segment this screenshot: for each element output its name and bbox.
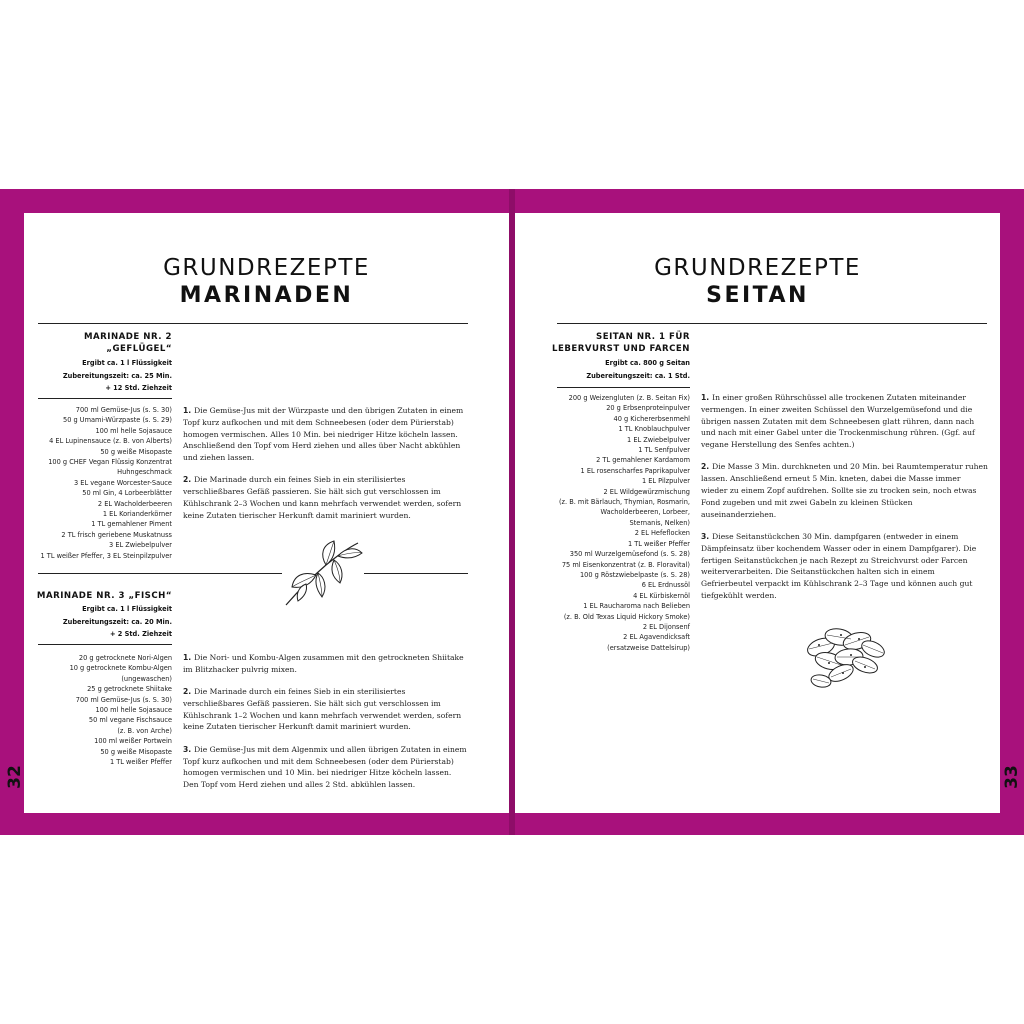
step-text: Die Marinade durch ein feines Sieb in ein sterilisiertes verschließbares Gefäß passieren. Sie hält sich gut verschlossen im Kühlschrank 2–3 Wochen und kann mehrfach verwendet werden, sofern keine Zutaten tierischer Herkunft damit mariniert wurden. (183, 475, 462, 520)
ingredient-item: 100 g CHEF Vegan Flüssig Konzentrat (48, 458, 172, 467)
step-number: 2. (701, 462, 710, 472)
divider-line (38, 323, 468, 324)
ingredient-item: 2 EL Agavendicksaft (623, 633, 690, 642)
ingredient-item: 700 ml Gemüse-Jus (s. S. 30) (75, 406, 172, 414)
divider-line (38, 398, 172, 399)
resting-time-text: + 2 Std. Ziehzeit (109, 630, 172, 638)
ingredient-item: (z. B. mit Bärlauch, Thymian, Rosmarin, (558, 498, 690, 507)
ingredient-item: 50 ml Gin, 4 Lorbeerblätter (82, 489, 172, 498)
divider-line (38, 644, 172, 645)
recipe-title-line: SEITAN NR. 1 FÜR (596, 332, 690, 342)
recipe-title-line: MARINADE NR. 3 „FISCH“ (36, 591, 172, 601)
recipe-meta-marinade-2 (24, 357, 172, 395)
right-page (515, 213, 1000, 813)
ingredient-item: 2 EL Hefeflocken (634, 529, 690, 538)
ingredient-item: 4 EL Kürbiskernöl (633, 591, 690, 600)
recipe-title-line: LEBERVURST UND FARCEN (552, 344, 690, 354)
instruction-step (183, 744, 469, 791)
resting-time-text: + 12 Std. Ziehzeit (105, 384, 172, 392)
ingredient-item: 75 ml Eisenkonzentrat (z. B. Floravital) (561, 560, 690, 569)
page-number-right: 33 (1001, 765, 1022, 789)
ingredient-item: (ersatzweise Dattelsirup) (607, 643, 690, 652)
ingredient-item: 2 EL Wildgewürzmischung (603, 487, 690, 496)
ingredient-item: 3 EL vegane Worcester-Sauce (74, 478, 172, 487)
ingredient-item: 20 g getrocknete Nori-Algen (78, 654, 172, 662)
recipe-title-marinade-2 (24, 331, 172, 355)
ingredient-item: Sternanis, Nelken) (629, 518, 690, 527)
instruction-step (183, 405, 469, 464)
ingredient-item: 2 TL gemahlener Kardamom (596, 456, 690, 465)
recipe-meta-seitan-1 (515, 357, 690, 382)
step-text: Die Gemüse-Jus mit der Würzpaste und den übrigen Zutaten in einem Topf kurz aufkochen und mit dem Schneebesen (oder dem Pürierstab) homogen vermischen. Alles 10 Min. bei niedriger Hitze köcheln lassen. Anschließend den Topf vom Herd ziehen und alles über Nacht abkühlen und ziehen lassen. (183, 406, 464, 463)
ingredient-item: (z. B. Old Texas Liquid Hickory Smoke) (563, 612, 690, 621)
ingredient-item: 50 g weiße Misopaste (100, 747, 172, 756)
recipe-title-line: MARINADE NR. 2 (83, 332, 172, 342)
instruction-step (701, 392, 988, 451)
ingredient-item: 1 EL rosenscharfes Paprikapulver (580, 466, 690, 475)
instruction-step (183, 686, 469, 733)
yield-text: Ergibt ca. 800 g Seitan (605, 359, 690, 367)
step-text: Die Gemüse-Jus mit dem Algenmix und allen übrigen Zutaten in einem Topf kurz aufkochen und mit dem Schneebesen (oder dem Pürierstab) homogen vermischen und 10 Min. bei niedriger Hitze köcheln lassen. Den Topf vom Herd ziehen und alles 2 Std. abkühlen lassen. (183, 744, 467, 790)
ingredient-item: Huhngeschmack (117, 468, 172, 477)
book-spread-frame (0, 189, 1024, 835)
ingredient-item: 1 TL gemahlener Piment (91, 520, 172, 529)
divider-line (38, 573, 282, 574)
ingredient-item: 100 ml helle Sojasauce (95, 706, 172, 715)
instruction-step (701, 461, 988, 520)
cardamom-pods-icon (799, 617, 889, 693)
ingredient-item: (ungewaschen) (121, 674, 172, 683)
step-number: 1. (183, 653, 192, 662)
page-number-left: 32 (4, 765, 25, 789)
ingredient-item: 40 g Kichererbsenmehl (613, 414, 690, 423)
right-heading-bottom: SEITAN (706, 283, 809, 308)
recipe-title-line: „GEFLÜGEL“ (106, 344, 172, 354)
step-number: 3. (701, 531, 710, 541)
ingredient-item: 200 g Weizengluten (z. B. Seitan Fix) (568, 394, 690, 402)
ingredient-item: Wacholderbeeren, Lorbeer, (600, 508, 690, 517)
ingredient-item: 700 ml Gemüse-Jus (s. S. 30) (75, 695, 172, 704)
instruction-step (701, 531, 988, 602)
ingredient-item: (z. B. von Arche) (117, 726, 172, 735)
left-page (24, 213, 509, 813)
ingredient-item: 100 g Röstzwiebelpaste (s. S. 28) (579, 570, 690, 579)
step-number: 2. (183, 687, 192, 697)
ingredient-item: 50 ml vegane Fischsauce (88, 716, 172, 725)
ingredient-item: 50 g weiße Misopaste (100, 447, 172, 456)
bay-leaf-branch-icon (282, 539, 364, 609)
left-heading-bottom: MARINADEN (179, 283, 354, 308)
divider-line (364, 573, 468, 574)
ingredient-item: 100 ml weißer Portwein (94, 737, 172, 746)
ingredient-item: 4 EL Lupinensauce (z. B. von Alberts) (49, 437, 172, 446)
step-text: In einer großen Rührschüssel alle trockenen Zutaten miteinander vermengen. In einer zweiten Schüssel den Wurzelgemüsefond und die übrigen nassen Zutaten mit dem Schneebesen glatt rühren, dann nach und nach mit einer Gabel unter die Trockenmischung rühren. (Ggf. auf vegane Herstellung des Senfes achten.) (701, 393, 975, 450)
ingredient-list-seitan-1 (515, 393, 690, 653)
ingredient-item: 2 EL Dijonsenf (642, 622, 690, 631)
ingredient-item: 1 TL weißer Pfeffer (109, 758, 172, 767)
instructions-marinade-2 (183, 405, 469, 532)
ingredient-item: 1 EL Korianderkörner (102, 510, 172, 519)
divider-line (557, 387, 690, 388)
instructions-marinade-3 (183, 652, 469, 801)
prep-time-text: Zubereitungszeit: ca. 25 Min. (62, 371, 172, 380)
left-heading-top: GRUNDREZEPTE (163, 255, 370, 281)
step-number: 3. (183, 744, 192, 754)
divider-line (557, 323, 987, 324)
prep-time-text: Zubereitungszeit: ca. 20 Min. (62, 617, 172, 626)
ingredient-item: 20 g Erbsenproteinpulver (606, 404, 690, 413)
step-text: Diese Seitanstückchen 30 Min. dampfgaren (entweder in einem Dämpfeinsatz über kochendem Wasser oder in einem Dampfgarer). Die fertigen Seitanstückchen je nach Rezept zu Streichvurst oder Farcen weiterverarbeiten. Die Seitanstückchen halten sich in einem Gefrierbeutel verpackt im Kühlschrank 2–3 Tage und können auch gut tiefgekühlt werden. (701, 531, 977, 600)
ingredient-item: 10 g getrocknete Kombu-Algen (69, 664, 172, 673)
recipe-title-seitan-1 (515, 331, 690, 355)
ingredient-item: 350 ml Wurzelgemüsefond (s. S. 28) (569, 550, 690, 559)
ingredient-item: 25 g getrocknete Shiitake (87, 685, 172, 694)
ingredient-item: 1 TL Senfpulver (638, 446, 690, 455)
ingredient-item: 2 TL frisch geriebene Muskatnuss (61, 530, 172, 539)
ingredient-item: 100 ml helle Sojasauce (95, 426, 172, 435)
ingredient-item: 1 TL Knoblauchpulver (618, 425, 690, 434)
yield-text: Ergibt ca. 1 l Flüssigkeit (82, 605, 172, 613)
step-text: Die Masse 3 Min. durchkneten und 20 Min. bei Raumtemperatur ruhen lassen. Anschließend erneut 5 Min. kneten, dabei die Masse immer wieder zu einem Zopf aufdrehen. Sollte sie zu trocken sein, noch etwas Fond zugeben und mit zwei Gabeln zu kleinen Stücken auseinanderziehen. (701, 462, 988, 519)
prep-time-text: Zubereitungszeit: ca. 1 Std. (586, 371, 690, 380)
step-text: Die Nori- und Kombu-Algen zusammen mit den getrockneten Shiitake im Blitzhacker pulvrig mixen. (183, 653, 464, 674)
step-number: 2. (183, 475, 192, 485)
step-number: 1. (183, 406, 192, 415)
ingredient-item: 2 EL Wacholderbeeren (97, 499, 172, 508)
ingredient-item: 1 EL Pilzpulver (641, 477, 690, 486)
recipe-meta-marinade-3 (24, 603, 172, 641)
ingredient-item: 50 g Umami-Würzpaste (s. S. 29) (63, 416, 172, 425)
ingredient-list-marinade-3 (24, 653, 172, 767)
right-heading-top: GRUNDREZEPTE (654, 255, 861, 281)
ingredient-item: 6 EL Erdnussöl (641, 581, 690, 590)
instruction-step (183, 474, 469, 521)
ingredient-item: 1 EL Raucharoma nach Belieben (583, 602, 690, 611)
ingredient-item: 1 TL weißer Pfeffer, 3 EL Steinpilzpulver (40, 551, 172, 560)
ingredient-item: 3 EL Zwiebelpulver (109, 541, 172, 550)
ingredient-item: 1 EL Zwiebelpulver (627, 435, 690, 444)
yield-text: Ergibt ca. 1 l Flüssigkeit (82, 359, 172, 367)
recipe-title-marinade-3 (24, 590, 172, 602)
ingredient-list-marinade-2 (24, 405, 172, 561)
ingredient-item: 1 TL weißer Pfeffer (627, 539, 690, 548)
step-number: 1. (701, 393, 710, 402)
step-text: Die Marinade durch ein feines Sieb in ein sterilisiertes verschließbares Gefäß passieren. Sie hält sich gut verschlossen im Kühlschrank 1–2 Wochen und kann mehrfach verwendet werden, sofern keine Zutaten tierischer Herkunft damit mariniert wurden. (183, 687, 462, 732)
instructions-seitan-1 (701, 392, 988, 612)
instruction-step (183, 652, 469, 676)
